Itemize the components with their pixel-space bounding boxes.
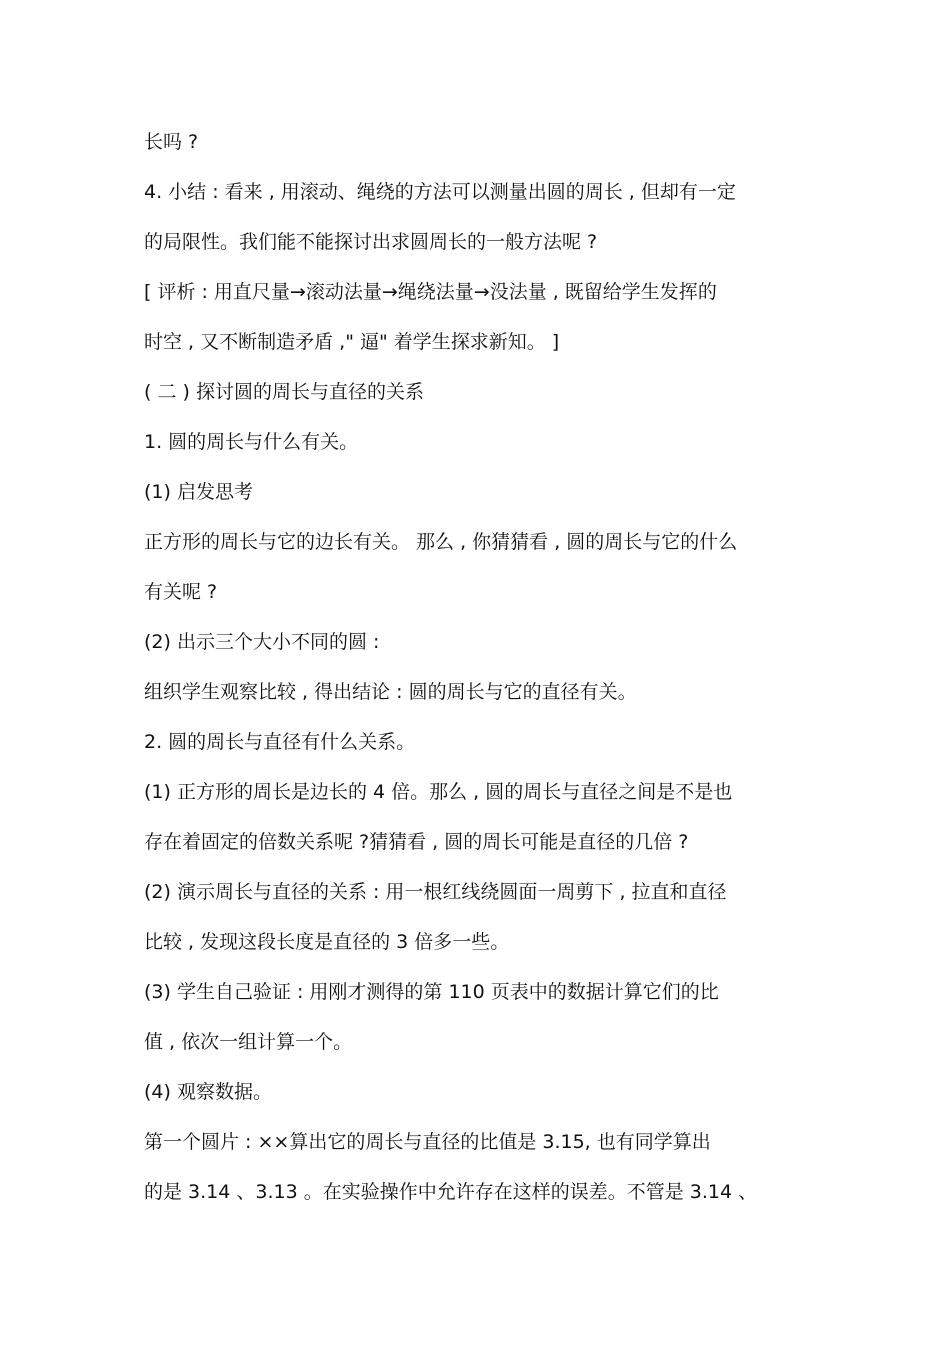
- text-line: 组织学生观察比较 , 得出结论 : 圆的周长与它的直径有关。: [144, 681, 637, 703]
- text-line: 第一个圆片 : ××算出它的周长与直径的比值是 3.15, 也有同学算出: [144, 1131, 711, 1153]
- text-line: 的局限性。我们能不能探讨出求圆周长的一般方法呢 ?: [144, 231, 598, 253]
- text-line: (1) 启发思考: [144, 481, 253, 503]
- text-line: (2) 演示周长与直径的关系 : 用一根红线绕圆面一周剪下 , 拉直和直径: [144, 881, 727, 903]
- text-line: 有关呢 ?: [144, 581, 218, 603]
- text-line: 长吗 ?: [144, 131, 199, 153]
- text-line: (1) 正方形的周长是边长的 4 倍。那么 , 圆的周长与直径之间是不是也: [144, 781, 733, 803]
- text-line: 比较 , 发现这段长度是直径的 3 倍多一些。: [144, 931, 510, 953]
- text-line: 存在着固定的倍数关系呢 ?猜猜看 , 圆的周长可能是直径的几倍 ?: [144, 831, 689, 853]
- text-line: 值 , 依次一组计算一个。: [144, 1031, 353, 1053]
- text-line: (3) 学生自己验证 : 用刚才测得的第 110 页表中的数据计算它们的比: [144, 981, 719, 1003]
- text-line: 正方形的周长与它的边长有关。 那么 , 你猜猜看 , 圆的周长与它的什么: [144, 531, 738, 553]
- text-line: (2) 出示三个大小不同的圆 :: [144, 631, 380, 653]
- text-line: 4. 小结 : 看来 , 用滚动、绳绕的方法可以测量出圆的周长 , 但却有一定: [144, 181, 736, 203]
- text-line: 的是 3.14 、3.13 。在实验操作中允许存在这样的误差。不管是 3.14 、: [144, 1181, 758, 1203]
- text-line: 2. 圆的周长与直径有什么关系。: [144, 731, 416, 753]
- section-heading: ( 二 ) 探讨圆的周长与直径的关系: [144, 381, 424, 403]
- text-line: 时空 , 又不断制造矛盾 ," 逼" 着学生探求新知。 ]: [144, 331, 560, 353]
- text-line: [ 评析 : 用直尺量→滚动法量→绳绕法量→没法量 , 既留给学生发挥的: [144, 281, 717, 303]
- text-line: 1. 圆的周长与什么有关。: [144, 431, 359, 453]
- text-line: (4) 观察数据。: [144, 1081, 272, 1103]
